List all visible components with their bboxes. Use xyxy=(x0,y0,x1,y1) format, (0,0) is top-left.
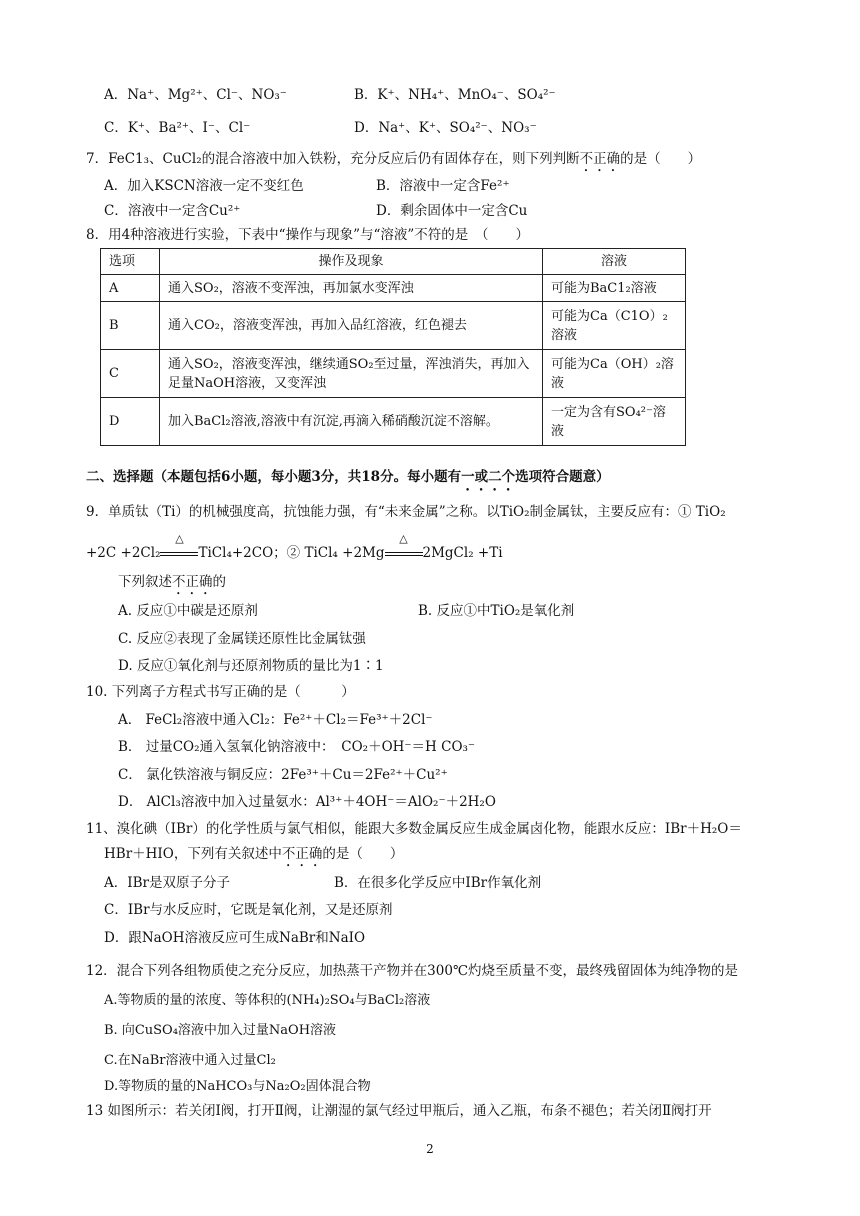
q9-equation: +2C +2Cl₂ △ TiCl₄+2CO；② TiCl₄ +2Mg △ 2MgCl₂ +Ti xyxy=(86,532,503,561)
q9-option-c: C. 反应②表现了金属镁还原性比金属钛强 xyxy=(118,631,366,647)
row-b-operation: 通入CO₂，溶液变浑浊，再加入品红溶液，红色褪去 xyxy=(160,302,543,350)
row-a-operation: 通入SO₂，溶液不变浑浊，再加氯水变浑浊 xyxy=(160,275,543,302)
q10-option-a: A． FeCl₂溶液中通入Cl₂：Fe²⁺＋Cl₂＝Fe³⁺＋2Cl⁻ xyxy=(118,712,433,728)
q7-option-d: D．剩余固体中一定含Cu xyxy=(376,203,528,219)
page-number: 2 xyxy=(426,1142,434,1156)
header-solution: 溶液 xyxy=(543,249,686,275)
row-b-option: B xyxy=(101,302,160,350)
header-option: 选项 xyxy=(101,249,160,275)
q6-option-a: A．Na⁺、Mg²⁺、Cl⁻、NO₃⁻ xyxy=(104,87,287,103)
q9-stem: 9．单质钛（Ti）的机械强度高，抗蚀能力强，有“未来金属”之称。以TiO₂制金属钛，主要反应有：① TiO₂ xyxy=(86,504,726,520)
q11-option-a: A．IBr是双原子分子 xyxy=(104,875,230,891)
q11-emphasis: 不正确 xyxy=(281,846,323,862)
row-d-solution: 一定为含有SO₄²⁻溶液 xyxy=(543,398,686,446)
row-d-operation: 加入BaCl₂溶液,溶液中有沉淀,再滴入稀硝酸沉淀不溶解。 xyxy=(160,398,543,446)
q12-option-a: A.等物质的量的浓度、等体积的(NH₄)₂SO₄与BaCl₂溶液 xyxy=(104,993,431,1008)
row-d-option: D xyxy=(101,398,160,446)
q9-option-d: D. 反应①氧化剂与还原剂物质的量比为1∶1 xyxy=(118,658,384,674)
q11-option-d: D．跟NaOH溶液反应可生成NaBr和NaIO xyxy=(104,930,366,946)
q11-stem-line2: HBr＋HIO，下列有关叙述中不正确的是（ ） xyxy=(104,846,404,862)
heat-triangle-icon: △ xyxy=(175,532,184,545)
q9-option-b: B. 反应①中TiO₂是氧化剂 xyxy=(418,603,575,619)
table-row xyxy=(101,350,686,398)
row-c-solution: 可能为Ca（OH）₂溶液 xyxy=(543,350,686,398)
q10-option-d: D． AlCl₃溶液中加入过量氨水：Al³⁺＋4OH⁻＝AlO₂⁻＋2H₂O xyxy=(118,794,496,810)
table-header-row xyxy=(101,249,686,275)
table-row xyxy=(101,302,686,350)
row-c-operation: 通入SO₂，溶液变浑浊，继续通SO₂至过量，浑浊消失，再加入足量NaOH溶液，又变浑浊 xyxy=(160,350,543,398)
q9-option-a: A. 反应①中碳是还原剂 xyxy=(118,603,258,619)
heat-equals-sign xyxy=(160,532,198,562)
section-two-emphasis: 一或二个 xyxy=(461,469,516,485)
q6-option-d: D．Na⁺、K⁺、SO₄²⁻、NO₃⁻ xyxy=(354,120,537,136)
q11-stem-line1: 11、溴化碘（IBr）的化学性质与氯气相似，能跟大多数金属反应生成金属卤化物，能跟水反应：IBr＋H₂O＝ xyxy=(86,821,742,837)
q6-option-c: C．K⁺、Ba²⁺、I⁻、Cl⁻ xyxy=(104,120,251,136)
q7-option-c: C．溶液中一定含Cu²⁺ xyxy=(104,203,241,219)
q11-option-b: B．在很多化学反应中IBr作氧化剂 xyxy=(334,875,542,891)
q12-option-d: D.等物质的量的NaHCO₃与Na₂O₂固体混合物 xyxy=(104,1079,371,1094)
q13-stem: 13 如图所示：若关闭Ⅰ阀，打开Ⅱ阀，让潮湿的氯气经过甲瓶后，通入乙瓶，布条不褪色；若关闭Ⅱ阀打开 xyxy=(86,1103,712,1119)
row-a-option: A xyxy=(101,275,160,302)
q12-option-b: B. 向CuSO₄溶液中加入过量NaOH溶液 xyxy=(104,1023,337,1038)
row-b-solution: 可能为Ca（C1O）₂溶液 xyxy=(543,302,686,350)
header-operation: 操作及现象 xyxy=(160,249,543,275)
q7-stem: 7．FeC1₃、CuCl₂的混合溶液中加入铁粉，充分反应后仍有固体存在，则下列判断不正确的是（ ） xyxy=(86,151,702,167)
table-row xyxy=(101,275,686,302)
q8-table xyxy=(100,248,686,446)
q7-emphasis: 不正确 xyxy=(579,151,621,167)
q11-option-c: C．IBr与水反应时，它既是氧化剂，又是还原剂 xyxy=(104,902,393,918)
q10-option-b: B． 过量CO₂通入氢氧化钠溶液中： CO₂＋OH⁻＝H CO₃⁻ xyxy=(118,739,476,755)
row-c-option: C xyxy=(101,350,160,398)
q8-stem: 8．用4种溶液进行实验，下表中“操作与现象”与“溶液”不符的是 （ ） xyxy=(86,227,530,243)
row-a-solution: 可能为BaC1₂溶液 xyxy=(543,275,686,302)
q12-option-c: C.在NaBr溶液中通入过量Cl₂ xyxy=(104,1053,276,1068)
q12-stem: 12．混合下列各组物质使之充分反应，加热蒸干产物并在300℃灼烧至质量不变，最终残留固体为纯净物的是 xyxy=(86,963,739,979)
q7-option-a: A．加入KSCN溶液一定不变红色 xyxy=(104,178,304,194)
q9-emphasis: 不正确 xyxy=(172,574,213,590)
heat-equals-sign xyxy=(385,532,423,562)
section-two-heading: 二、选择题（本题包括6小题，每小题3分，共18分。每小题有一或二个选项符合题意） xyxy=(86,469,610,485)
q9-sub-stem: 下列叙述不正确的 xyxy=(118,574,226,590)
table-row xyxy=(101,398,686,446)
q10-option-c: C． 氯化铁溶液与铜反应：2Fe³⁺＋Cu＝2Fe²⁺＋Cu²⁺ xyxy=(118,767,448,783)
q7-option-b: B．溶液中一定含Fe²⁺ xyxy=(376,178,510,194)
heat-triangle-icon: △ xyxy=(399,532,408,545)
q6-option-b: B．K⁺、NH₄⁺、MnO₄⁻、SO₄²⁻ xyxy=(354,87,556,103)
q10-stem: 10. 下列离子方程式书写正确的是（ ） xyxy=(86,684,355,700)
